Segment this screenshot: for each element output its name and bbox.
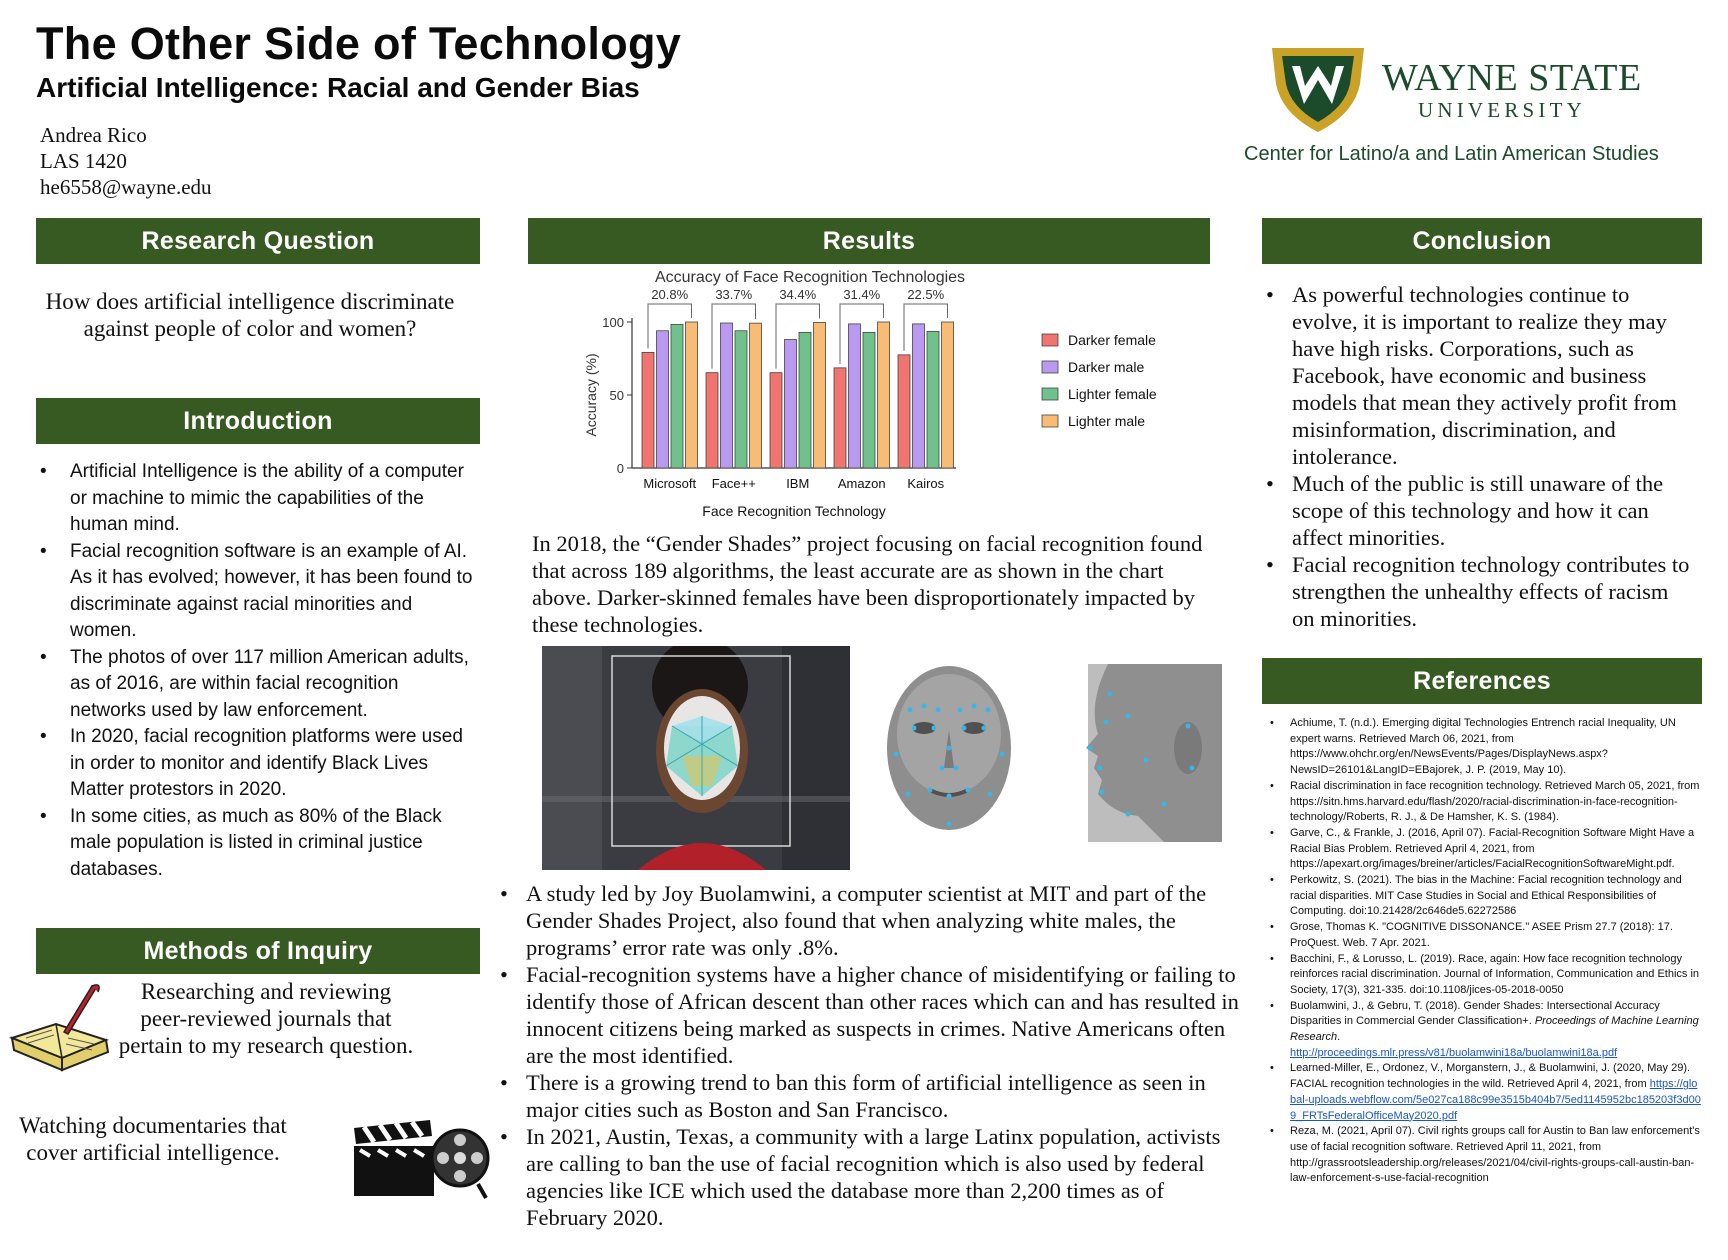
- reference-item: [1262, 1124, 1702, 1187]
- results-list: [496, 880, 1248, 1231]
- y-tick-label: 0: [616, 461, 624, 476]
- reference-text: Bacchini, F., & Lorusso, L. (2019). Race, again: How face recognition technology reinforces racial discrimination. Journal of Information, Communication and Ethics in Society, 17(3), 321-335. doi:10.1108/jices-05-2018-0050: [1290, 952, 1700, 996]
- bar: [799, 332, 811, 468]
- bar: [750, 323, 762, 468]
- bar: [686, 322, 698, 468]
- gap-label: 34.4%: [779, 287, 817, 302]
- author-name: Andrea Rico: [40, 123, 147, 147]
- reference-text: Achiume, T. (n.d.). Emerging digital Technologies Entrench racial Inequality, UN expert warns. Retrieved March 06, 2021, from https://www.ohchr.org/en/NewsEvents/Pages/DisplayNews.aspx?NewsID=26101&LangID=EBajorek, J. P. (2019, May 10).: [1290, 717, 1676, 777]
- bar: [898, 355, 910, 468]
- list-item: • Much of the public is still unaware of the scope of this technology and how it can affect minorities.: [1262, 470, 1692, 551]
- gap-label: 33.7%: [715, 287, 753, 302]
- bar: [878, 322, 890, 468]
- bar: [863, 332, 875, 468]
- gap-label: 20.8%: [651, 287, 689, 302]
- reference-item: [1262, 1061, 1702, 1124]
- x-axis-label: Face Recognition Technology: [702, 503, 886, 519]
- logo-center: Center for Latino/a and Latin American Studies: [1244, 143, 1659, 165]
- x-tick-label: IBM: [786, 476, 810, 491]
- face-mesh-profile-illustration: [1068, 664, 1222, 842]
- list-item: • Artificial Intelligence is the ability of a computer or machine to mimic the capabilities of the human mind.: [36, 459, 476, 539]
- legend-label: Darker female: [1068, 332, 1156, 348]
- references-list: [1262, 716, 1702, 1187]
- list-item: • A study led by Joy Buolamwini, a computer scientist at MIT and part of the Gender Shades Project, also found that when analyzing white males, the programs’ error rate was only .8%.: [496, 880, 1248, 961]
- bar: [849, 324, 861, 468]
- bar: [735, 331, 747, 468]
- author-block: [40, 122, 212, 200]
- list-item: • As powerful technologies continue to evolve, it is important to realize they may have high risks. Corporations, such as Facebook, have economic and business models that mean they actively profit from misinformation, discrimination, and intolerance.: [1262, 281, 1692, 470]
- legend-label: Darker male: [1068, 359, 1145, 375]
- list-item: • Facial recognition technology contributes to strengthen the unhealthy effects of racism on minorities.: [1262, 551, 1692, 632]
- y-tick-label: 100: [602, 315, 624, 330]
- bar: [785, 340, 797, 468]
- accuracy-bar-chart: [580, 262, 1200, 526]
- book-quill-icon: [6, 980, 116, 1090]
- methods-item-1: Researching and reviewing peer-reviewed journals that pertain to my research question.: [118, 979, 414, 1058]
- x-tick-label: Face++: [711, 476, 756, 491]
- legend-swatch: [1042, 361, 1058, 373]
- list-item: • There is a growing trend to ban this form of artificial intelligence as seen in major cities such as Boston and San Francisco.: [496, 1069, 1248, 1123]
- bar: [706, 373, 718, 468]
- y-axis-label: Accuracy (%): [583, 353, 599, 437]
- reference-item: [1262, 826, 1702, 873]
- reference-text: Grose, Thomas K. "COGNITIVE DISSONANCE." ASEE Prism 27.7 (2018): 17. ProQuest. Web. 7 Apr. 2021.: [1290, 921, 1673, 949]
- list-item: • In 2021, Austin, Texas, a community with a large Latinx population, activists are calling to ban the use of facial recognition which is also used by federal agencies like ICE which used the database more than 2,200 times as of February 2020.: [496, 1123, 1248, 1231]
- film-clapper-reel-icon: [350, 1118, 490, 1202]
- bar: [721, 323, 733, 468]
- reference-text: Reza, M. (2021, April 07). Civil rights groups call for Austin to Ban law enforcement's use of facial recognition software. Retrieved April 11, 2021, from http://grassrootsleadership.org/releases/2021/04/civil-rights-groups-call-austin-ban-law-enforcement-s-use-facial-recognition: [1290, 1125, 1700, 1185]
- reference-link[interactable]: http://proceedings.mlr.press/v81/buolamwini18a/buolamwini18a.pdf: [1290, 1046, 1618, 1059]
- face-landmarks-front: [860, 664, 1038, 842]
- face-scan-photo: [542, 646, 850, 870]
- list-item: • Facial-recognition systems have a higher chance of misidentifying or failing to identify those of African descent than other races which can and has resulted in innocent citizens being marked as suspects in crimes. Native Americans often are the most identified.: [496, 961, 1248, 1069]
- face-landmarks-profile: [1068, 664, 1222, 842]
- legend-swatch: [1042, 388, 1058, 400]
- bar: [913, 324, 925, 468]
- reference-text: Learned-Miller, E., Ordonez, V., Morganstern, J., & Buolamwini, J. (2020, May 29). FACIAL recognition technologies in the wild. Retrieved April 4, 2021, from: [1290, 1062, 1691, 1091]
- introduction-list: [36, 459, 476, 883]
- list-item: • The photos of over 117 million American adults, as of 2016, are within facial recognition networks used by law enforcement.: [36, 645, 476, 725]
- list-item: • In 2020, facial recognition platforms were used in order to monitor and identify Black Lives Matter protestors in 2020.: [36, 724, 476, 804]
- legend-swatch: [1042, 415, 1058, 427]
- gap-bracket: [840, 304, 884, 364]
- methods-heading: Methods of Inquiry: [36, 928, 480, 974]
- reference-journal: Proceedings of Machine Learning Research: [1290, 1015, 1699, 1044]
- legend-label: Lighter male: [1068, 413, 1146, 429]
- bar: [671, 324, 683, 468]
- gap-label: 31.4%: [843, 287, 881, 302]
- face-mesh-front-illustration: [860, 664, 1038, 842]
- x-tick-label: Kairos: [907, 476, 945, 491]
- gap-label: 22.5%: [907, 287, 945, 302]
- bar: [927, 331, 939, 468]
- chart-title: Accuracy of Face Recognition Technologies: [654, 269, 966, 286]
- reference-item: [1262, 952, 1702, 999]
- results-paragraph: In 2018, the “Gender Shades” project focusing on facial recognition found that across 189 algorithms, the least accurate are as shown in the chart above. Darker-skinned females have been disproportionately impacted by these technologies.: [532, 531, 1203, 637]
- gap-bracket: [776, 304, 820, 369]
- x-tick-label: Amazon: [837, 476, 886, 491]
- course-code: LAS 1420: [40, 149, 127, 173]
- reference-text: Racial discrimination in face recognition technology. Retrieved March 05, 2021, from https://sitn.hms.harvard.edu/flash/2020/racial-discrimination-in-face-recognition-technology/Roberts, R. J., & De Hamsher, K. S. (1984).: [1290, 779, 1700, 824]
- gap-bracket: [904, 304, 948, 351]
- research-question-text: How does artificial intelligence discriminate against people of color and women?: [45, 289, 455, 341]
- bar: [770, 373, 782, 468]
- gap-bracket: [648, 304, 692, 348]
- methods-item-2: Watching documentaries that cover artificial intelligence.: [19, 1113, 287, 1165]
- reference-item: [1262, 779, 1702, 826]
- y-tick-label: 50: [609, 388, 624, 403]
- bar: [814, 322, 826, 468]
- legend-swatch: [1042, 334, 1058, 346]
- list-item: • In some cities, as much as 80% of the Black male population is listed in criminal justice databases.: [36, 804, 476, 884]
- bar: [834, 368, 846, 468]
- shield-icon: [1268, 44, 1368, 134]
- bar: [657, 331, 669, 468]
- conclusion-heading: Conclusion: [1262, 218, 1702, 264]
- author-email: he6558@wayne.edu: [40, 175, 212, 199]
- reference-item: [1262, 873, 1702, 920]
- references-heading: References: [1262, 658, 1702, 704]
- introduction-heading: Introduction: [36, 398, 480, 444]
- bar: [642, 352, 654, 468]
- gap-bracket: [712, 304, 756, 369]
- reference-punct: .: [1337, 1031, 1341, 1044]
- reference-link[interactable]: https://global-uploads.webflow.com/5e027ca188c99e3515b404b7/5ed1145952bc185203f3d009_FRTsFederalOfficeMay2020.pdf: [1290, 1078, 1701, 1122]
- list-item: • Facial recognition software is an example of AI. As it has evolved; however, it has been found to discriminate against racial minorities and women.: [36, 539, 476, 645]
- results-heading: Results: [528, 218, 1210, 264]
- reference-item: [1262, 920, 1702, 951]
- face-scan-illustration: [542, 646, 850, 870]
- reference-item: [1262, 716, 1702, 779]
- poster-subtitle: Artificial Intelligence: Racial and Gender Bias: [36, 72, 640, 103]
- reference-text: Buolamwini, J., & Gebru, T. (2018). Gender Shades: Intersectional Accuracy Disparities in Commercial Gender Classification+.: [1290, 999, 1660, 1028]
- x-tick-label: Microsoft: [643, 476, 697, 491]
- conclusion-list: [1262, 281, 1692, 632]
- reference-text: Perkowitz, S. (2021). The bias in the Machine: Facial recognition technology and racial disparities. MIT Case Studies in Social and Ethical Responsibilities of Computing. doi:10.21428/2c646de5.62272586: [1290, 874, 1682, 918]
- legend-label: Lighter female: [1068, 386, 1157, 402]
- logo-name: WAYNE STATE: [1382, 57, 1642, 99]
- bar: [942, 322, 954, 468]
- poster-title: The Other Side of Technology: [36, 18, 682, 69]
- reference-text: Garve, C., & Frankle, J. (2016, April 07). Facial-Recognition Software Might Have a Racial Bias Problem. Retrieved April 4, 2021, from https://apexart.org/images/breiner/articles/FacialRecognitionSoftwareMight.pdf.: [1290, 826, 1695, 871]
- wayne-state-logo: [1244, 38, 1688, 174]
- logo-sub: UNIVERSITY: [1418, 98, 1586, 122]
- reference-item: [1262, 999, 1702, 1062]
- research-question-heading: Research Question: [36, 218, 480, 264]
